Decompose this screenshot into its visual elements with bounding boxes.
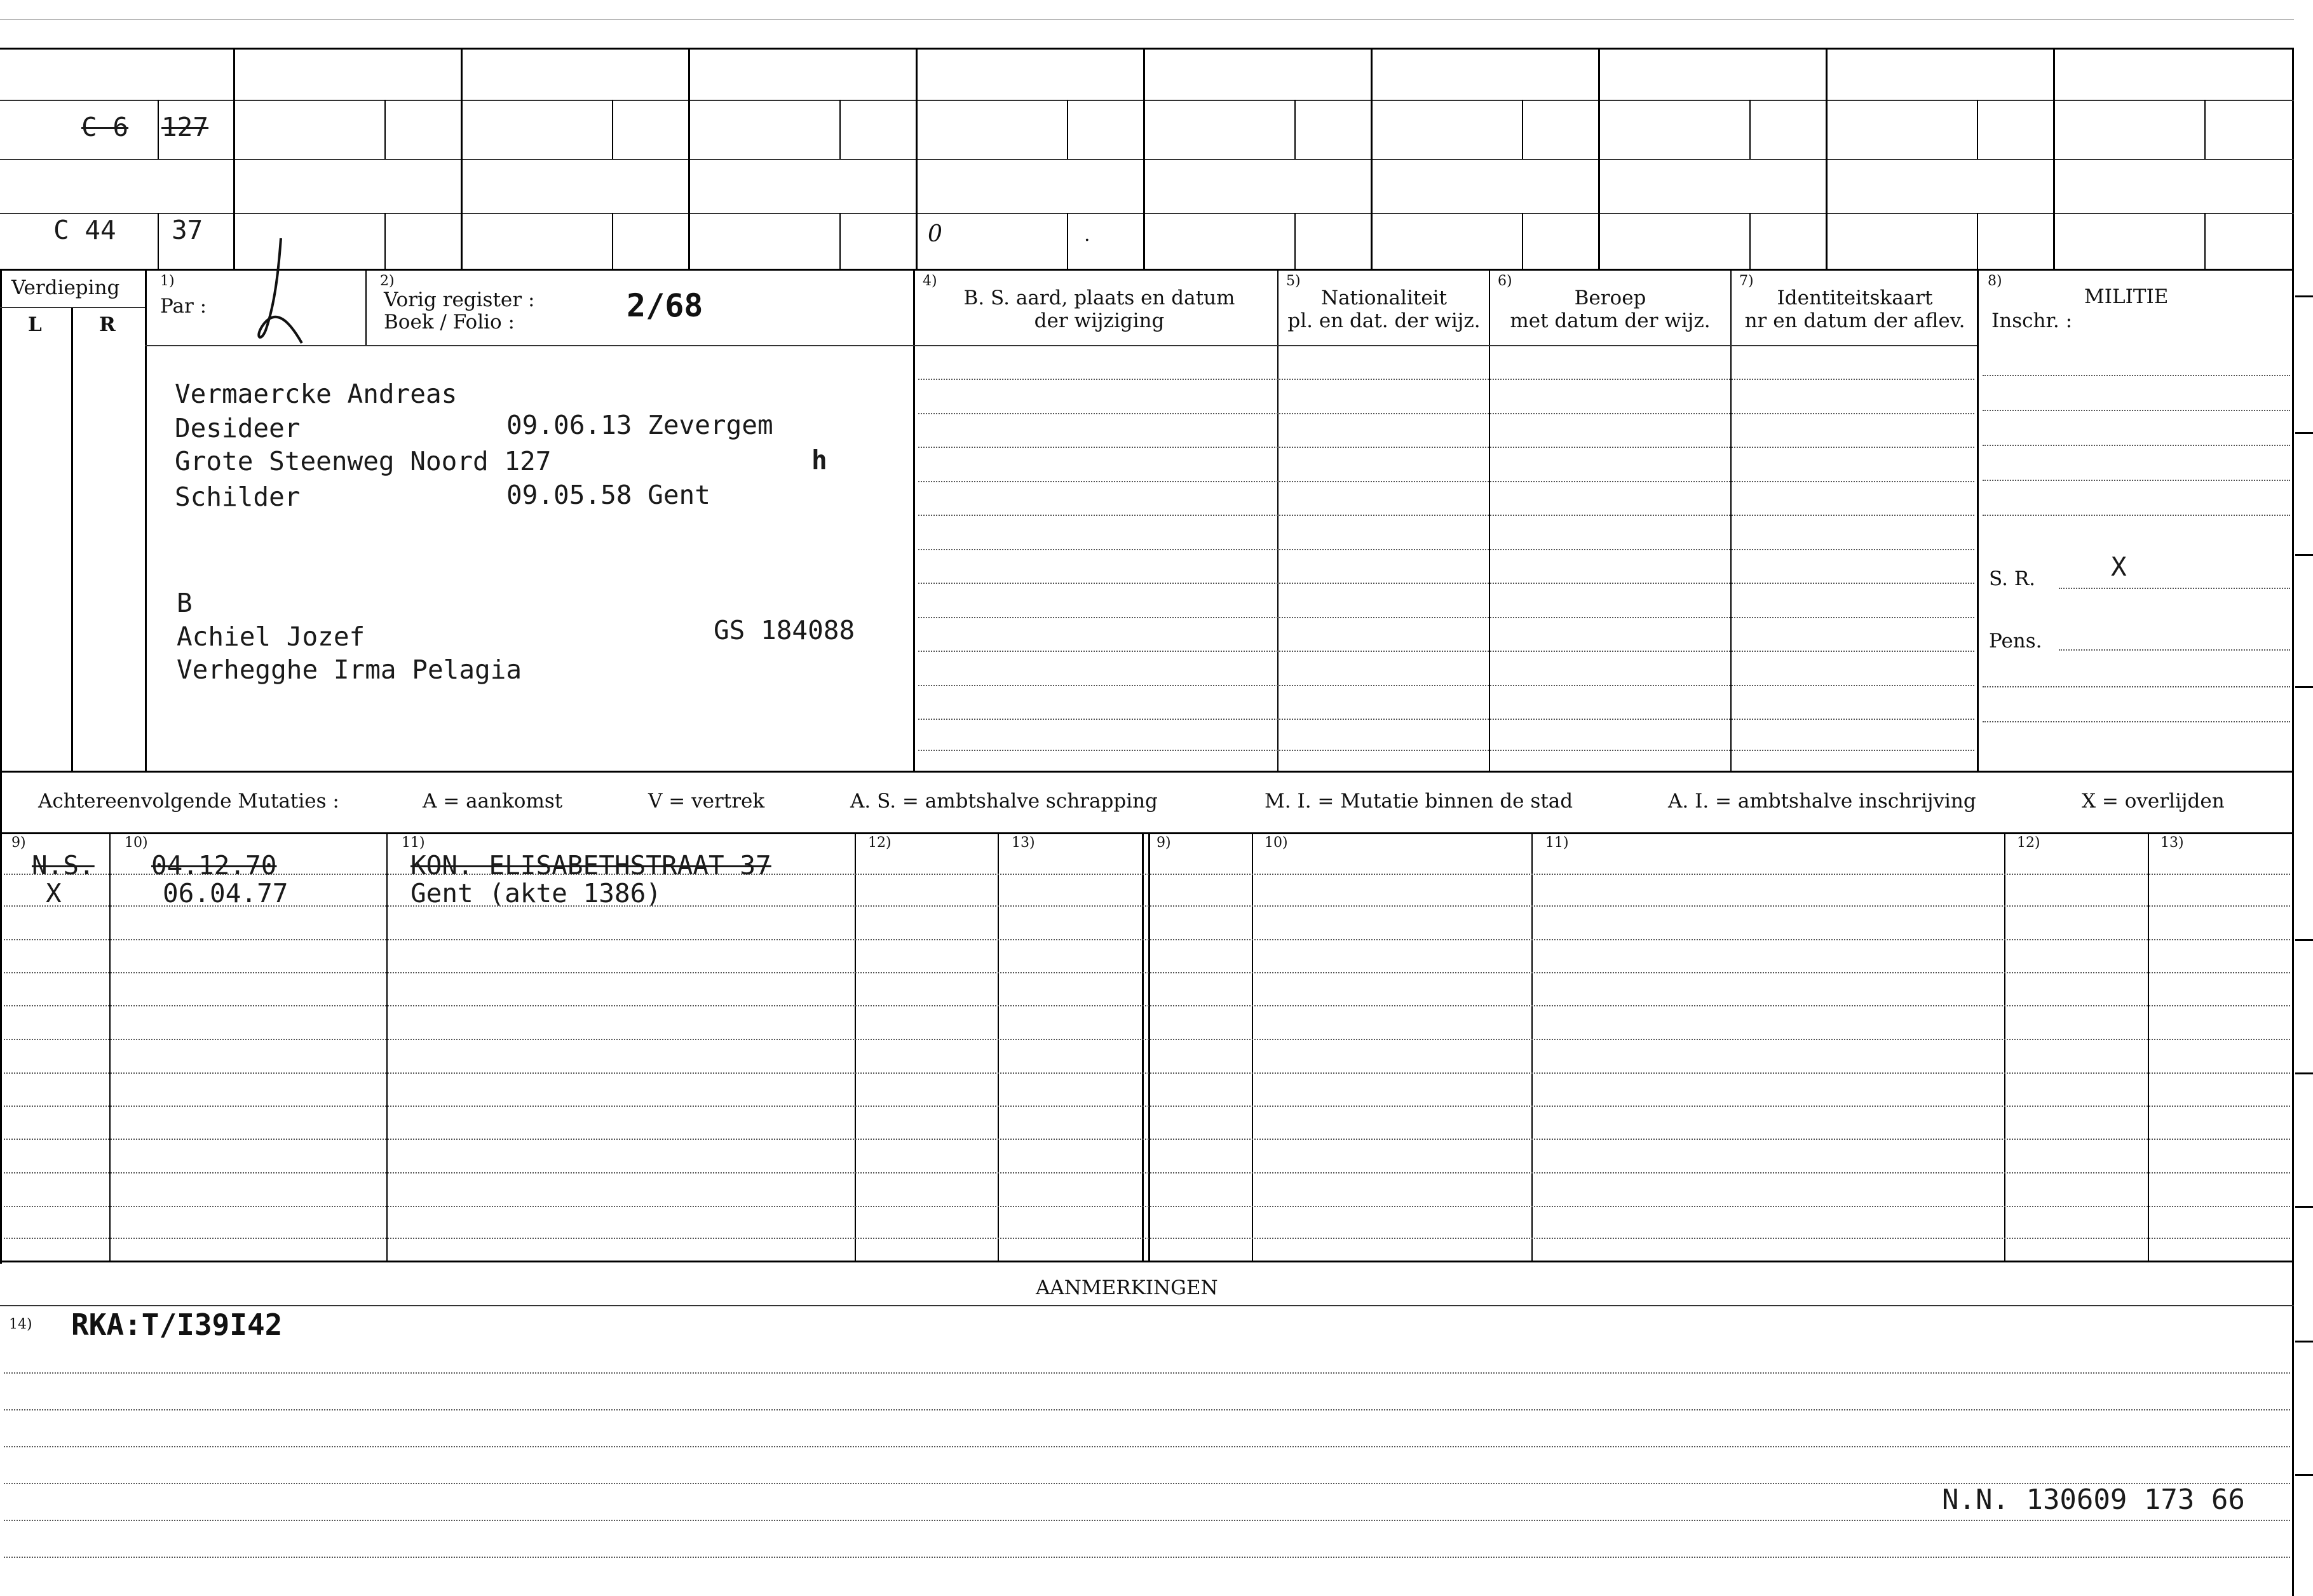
col6-line2: met datum der wijz. (1510, 309, 1711, 332)
vorig-register-label: Vorig register : (384, 288, 535, 311)
top-dot: . (1084, 224, 1090, 246)
inschr-label: Inschr. : (1991, 309, 2073, 332)
register-code: C 44 (53, 215, 116, 245)
mut-h12-right: 12) (2017, 835, 2040, 851)
mut-h13-right: 13) (2160, 835, 2184, 851)
legend-ai: A. I. = ambtshalve inschrijving (1668, 790, 1976, 813)
mutation-1-date: 04.12.70 (151, 850, 277, 881)
militie-title: MILITIE (2084, 285, 2169, 308)
par-label: Par : (160, 295, 207, 318)
rka-reference: RKA:T/I39I42 (71, 1308, 283, 1342)
frame-right (2292, 48, 2294, 1596)
mother-name: Verhegghe Irma Pelagia (177, 654, 522, 685)
legend-as: A. S. = ambtshalve schrapping (850, 790, 1158, 813)
col6-line1: Beroep (1574, 287, 1646, 309)
mutation-2-place: Gent (akte 1386) (410, 878, 661, 909)
col4-line2: der wijziging (1034, 309, 1165, 332)
legend-title: Achtereenvolgende Mutaties : (38, 790, 339, 813)
remarks-title: AANMERKINGEN (1036, 1276, 1218, 1299)
col7-num: 7) (1739, 273, 1754, 289)
mut-h10-left: 10) (125, 835, 148, 851)
old-code: C 6 (81, 112, 129, 142)
col5-num: 5) (1286, 273, 1301, 289)
person-marker: B (177, 588, 193, 618)
person-given-name: Desideer (175, 413, 301, 443)
col4-line1: B. S. aard, plaats en datum (963, 287, 1235, 309)
register-number: 37 (172, 215, 203, 245)
legend-x: X = overlijden (2082, 790, 2225, 813)
person-address: Grote Steenweg Noord 127 (175, 446, 552, 477)
col7-line1: Identiteitskaart (1777, 287, 1933, 309)
col8-num: 8) (1988, 273, 2002, 289)
mut-h11-left: 11) (402, 835, 425, 851)
par-num: 1) (160, 273, 175, 289)
old-number: 127 (161, 112, 209, 142)
top-edge (0, 19, 2294, 20)
r-label: R (99, 313, 116, 336)
person-surname: Vermaercke Andreas (175, 379, 458, 409)
verdieping-label: Verdieping (11, 276, 120, 299)
mut-h11-right: 11) (1545, 835, 1569, 851)
col5-line2: pl. en dat. der wijz. (1287, 309, 1481, 332)
mutation-1-code: N.S. (32, 850, 95, 881)
remarks-num: 14) (9, 1316, 32, 1332)
mutation-1-place: KON. ELISABETHSTRAAT 37 (410, 850, 771, 881)
sr-value: X (2111, 551, 2127, 582)
vorig-num: 2) (380, 273, 395, 289)
par-signature (241, 235, 311, 356)
id-number: GS 184088 (714, 615, 855, 646)
legend-a: A = aankomst (423, 790, 563, 813)
legend-v: V = vertrek (648, 790, 765, 813)
col5-line1: Nationaliteit (1320, 287, 1448, 309)
frame-top (0, 48, 2294, 50)
address-flag: h (811, 445, 827, 475)
col4-num: 4) (923, 273, 937, 289)
col6-num: 6) (1498, 273, 1512, 289)
mut-h12-left: 12) (868, 835, 892, 851)
folio-value: 2/68 (627, 287, 703, 324)
mutation-2-code: X (46, 878, 62, 909)
pens-label: Pens. (1989, 630, 2042, 653)
boek-folio-label: Boek / Folio : (384, 311, 515, 334)
nn-number: N.N. 130609 173 66 (1942, 1484, 2245, 1516)
mut-h9-left: 9) (11, 835, 26, 851)
mut-h9-right: 9) (1156, 835, 1171, 851)
person-birth: 09.06.13 Zevergem (506, 410, 773, 440)
l-label: L (28, 313, 42, 336)
mut-h13-left: 13) (1012, 835, 1035, 851)
sr-label: S. R. (1989, 567, 2036, 590)
occupation-date: 09.05.58 Gent (506, 480, 710, 510)
mutation-2-date: 06.04.77 (163, 878, 288, 909)
person-occupation: Schilder (175, 482, 301, 512)
father-name: Achiel Jozef (177, 621, 365, 652)
mut-h10-right: 10) (1265, 835, 1288, 851)
legend-mi: M. I. = Mutatie binnen de stad (1265, 790, 1573, 813)
top-mark: 0 (928, 221, 942, 247)
col7-line2: nr en datum der aflev. (1744, 309, 1965, 332)
